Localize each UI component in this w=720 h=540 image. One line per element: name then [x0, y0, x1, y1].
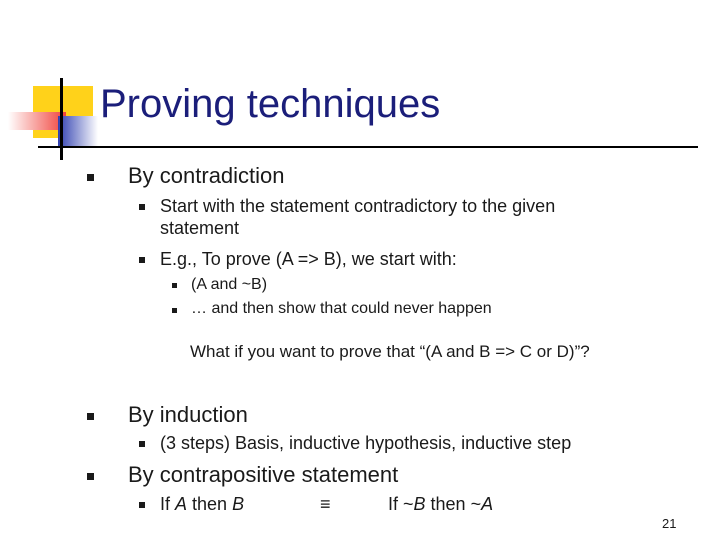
bullet-if-not-b-then-not-a: [388, 493, 493, 515]
var-b: B: [232, 494, 245, 514]
bullet-marker: [87, 174, 94, 181]
bullet-marker: [139, 502, 145, 508]
bullet-marker: [172, 308, 177, 313]
page-number: 21: [662, 516, 677, 531]
bullet-by-contradiction: By contradiction: [128, 163, 285, 188]
title-underline: [38, 146, 698, 148]
bullet-marker: [139, 257, 145, 263]
bullet-marker: [172, 283, 177, 288]
bullet-start-with: [160, 195, 555, 239]
equivalence-symbol: ≡: [320, 494, 331, 514]
bullet-if-a-then-b: [160, 493, 244, 515]
bullet-start-with-line1: Start with the statement contradictory to the given: [160, 196, 556, 216]
bullet-three-steps: (3 steps) Basis, inductive hypothesis, inductive step: [160, 433, 572, 453]
bullet-by-induction: By induction: [128, 402, 248, 427]
then-label: then: [187, 494, 233, 514]
var-a: A: [175, 494, 188, 514]
bullet-start-with-line2: statement: [160, 218, 240, 238]
slide-logo: [0, 0, 100, 165]
if-label: If: [160, 494, 176, 514]
slide-title: Proving techniques: [100, 82, 441, 126]
question-note: What if you want to prove that “(A and B => C or D)”?: [190, 342, 590, 361]
bullet-by-contrapositive: By contrapositive statement: [128, 462, 399, 487]
bullet-marker: [87, 413, 94, 420]
then-not-label: then ~: [425, 494, 482, 514]
bullet-marker: [139, 204, 145, 210]
bullet-and-then: … and then show that could never happen: [191, 300, 492, 317]
bullet-marker: [87, 473, 94, 480]
bullet-marker: [139, 441, 145, 447]
bullet-example: E.g., To prove (A => B), we start with:: [160, 249, 457, 269]
var-b: B: [413, 494, 426, 514]
var-a: A: [481, 494, 494, 514]
logo-red-bar: [8, 112, 66, 130]
bullet-a-and-not-b: (A and ~B): [191, 276, 268, 293]
logo-blue-block: [58, 116, 98, 146]
if-not-label: If ~: [388, 494, 414, 514]
